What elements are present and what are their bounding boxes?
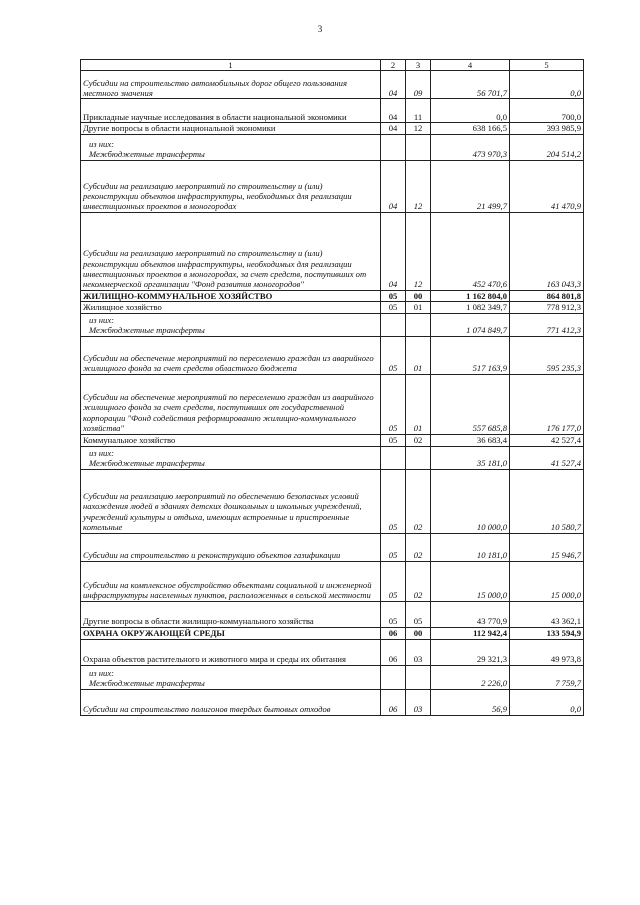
- table-row: [81, 561, 584, 601]
- row-name-cell: Субсидии на реализацию мероприятий по строительству и (или) реконструкции объектов инфраструктуры, необходимых для реализации инвестиционных проектов в моногородах, за счет средств, поступивших от некоммерческой организации "Фонд развития моногородов": [81, 212, 381, 290]
- section-code-cell: [381, 134, 406, 160]
- section-code-cell: [381, 665, 406, 689]
- row-name-cell: ОХРАНА ОКРУЖАЮЩЕЙ СРЕДЫ: [81, 627, 381, 639]
- section-code-cell: 05: [381, 601, 406, 627]
- value-col5-cell: 0,0: [510, 689, 584, 715]
- row-name-cell: Субсидии на комплексное обустройство объектами социальной и инженерной инфраструктуры населенных пунктов, расположенных в сельской местности: [81, 561, 381, 601]
- budget-table: [80, 59, 584, 716]
- subsection-code-cell: 12: [406, 212, 431, 290]
- value-col4-cell: 557 685,8: [431, 374, 510, 434]
- section-code-cell: 05: [381, 561, 406, 601]
- section-code-cell: 04: [381, 123, 406, 134]
- value-col4-cell: 56 701,7: [431, 71, 510, 99]
- value-col5-cell: 771 412,3: [510, 313, 584, 336]
- subsection-code-cell: 00: [406, 290, 431, 301]
- row-name-cell: Коммунальное хозяйство: [81, 434, 381, 446]
- row-name-cell: Другие вопросы в области национальной экономики: [81, 123, 381, 134]
- subsection-code-cell: 02: [406, 561, 431, 601]
- row-name-cell: Субсидии на обеспечение мероприятий по переселению граждан из аварийного жилищного фонда за счет средств областного бюджета: [81, 336, 381, 374]
- subsection-code-cell: 05: [406, 601, 431, 627]
- value-col4-cell: 21 499,7: [431, 160, 510, 212]
- value-col5-cell: 15 000,0: [510, 561, 584, 601]
- header-cell: 5: [510, 60, 584, 71]
- value-col4-cell: 36 683,4: [431, 434, 510, 446]
- value-col5-cell: 0,0: [510, 71, 584, 99]
- table-row: [81, 123, 584, 134]
- value-col4-cell: 10 181,0: [431, 533, 510, 561]
- table-row: [81, 639, 584, 665]
- section-code-cell: 06: [381, 639, 406, 665]
- value-col5-cell: 595 235,3: [510, 336, 584, 374]
- value-col4-cell: 2 226,0: [431, 665, 510, 689]
- table-row: [81, 212, 584, 290]
- section-code-cell: 05: [381, 469, 406, 533]
- value-col5-cell: 7 759,7: [510, 665, 584, 689]
- table-row: [81, 99, 584, 123]
- row-name-cell: Субсидии на реализацию мероприятий по строительству и (или) реконструкции объектов инфраструктуры, необходимых для реализации инвестиционных проектов в моногородах: [81, 160, 381, 212]
- subsection-code-cell: 03: [406, 639, 431, 665]
- value-col4-cell: 517 163,9: [431, 336, 510, 374]
- subsection-code-cell: 02: [406, 434, 431, 446]
- subsection-code-cell: [406, 134, 431, 160]
- header-cell: 3: [406, 60, 431, 71]
- value-col4-cell: 35 181,0: [431, 446, 510, 469]
- subsection-code-cell: 09: [406, 71, 431, 99]
- table-row: [81, 302, 584, 313]
- header-cell: 2: [381, 60, 406, 71]
- value-col5-cell: 41 527,4: [510, 446, 584, 469]
- table-row: [81, 469, 584, 533]
- value-col4-cell: 1 074 849,7: [431, 313, 510, 336]
- value-col4-cell: 452 470,6: [431, 212, 510, 290]
- value-col5-cell: 133 594,9: [510, 627, 584, 639]
- value-col5-cell: 778 912,3: [510, 302, 584, 313]
- table-row: [81, 434, 584, 446]
- row-name-cell: из них: Межбюджетные трансферты: [81, 446, 381, 469]
- table-row: [81, 134, 584, 160]
- value-col4-cell: 473 970,3: [431, 134, 510, 160]
- value-col5-cell: 204 514,2: [510, 134, 584, 160]
- row-name-cell: Прикладные научные исследования в области национальной экономики: [81, 99, 381, 123]
- value-col4-cell: 0,0: [431, 99, 510, 123]
- section-code-cell: [381, 446, 406, 469]
- row-name-cell: Жилищное хозяйство: [81, 302, 381, 313]
- row-name-cell: Другие вопросы в области жилищно-коммунального хозяйства: [81, 601, 381, 627]
- section-code-cell: 05: [381, 302, 406, 313]
- section-code-cell: 04: [381, 160, 406, 212]
- subsection-code-cell: 03: [406, 689, 431, 715]
- value-col5-cell: 176 177,0: [510, 374, 584, 434]
- table-row: [81, 627, 584, 639]
- table-row: [81, 336, 584, 374]
- value-col4-cell: 1 082 349,7: [431, 302, 510, 313]
- section-code-cell: 05: [381, 290, 406, 301]
- value-col5-cell: 10 580,7: [510, 469, 584, 533]
- section-code-cell: 06: [381, 627, 406, 639]
- table-row: [81, 160, 584, 212]
- table-row: [81, 665, 584, 689]
- subsection-code-cell: 00: [406, 627, 431, 639]
- value-col4-cell: 1 162 804,0: [431, 290, 510, 301]
- table-row: [81, 533, 584, 561]
- row-name-cell: из них: Межбюджетные трансферты: [81, 665, 381, 689]
- value-col5-cell: 163 043,3: [510, 212, 584, 290]
- table-row: [81, 290, 584, 301]
- section-code-cell: 04: [381, 71, 406, 99]
- row-name-cell: Субсидии на строительство полигонов твердых бытовых отходов: [81, 689, 381, 715]
- row-name-cell: Субсидии на строительство и реконструкцию объектов газификации: [81, 533, 381, 561]
- row-name-cell: из них: Межбюджетные трансферты: [81, 313, 381, 336]
- section-code-cell: 04: [381, 212, 406, 290]
- value-col5-cell: 42 527,4: [510, 434, 584, 446]
- subsection-code-cell: 02: [406, 469, 431, 533]
- subsection-code-cell: 01: [406, 302, 431, 313]
- value-col5-cell: 43 362,1: [510, 601, 584, 627]
- row-name-cell: Охрана объектов растительного и животного мира и среды их обитания: [81, 639, 381, 665]
- row-name-cell: Субсидии на обеспечение мероприятий по переселению граждан из аварийного жилищного фонда за счет средств, поступивших от государственной корпорации "Фонд содействия реформированию жилищно-коммунального хозяйства": [81, 374, 381, 434]
- section-code-cell: 05: [381, 336, 406, 374]
- value-col4-cell: 112 942,4: [431, 627, 510, 639]
- value-col4-cell: 15 000,0: [431, 561, 510, 601]
- table-row: [81, 446, 584, 469]
- subsection-code-cell: 01: [406, 336, 431, 374]
- value-col4-cell: 29 321,3: [431, 639, 510, 665]
- subsection-code-cell: 11: [406, 99, 431, 123]
- value-col5-cell: 49 973,8: [510, 639, 584, 665]
- row-name-cell: Субсидии на реализацию мероприятий по обеспечению безопасных условий нахождения людей в зданиях детских дошкольных и школьных учреждений, учреждений культуры и отдыха, имеющих встроенные и пристроенные котельные: [81, 469, 381, 533]
- value-col4-cell: 43 770,9: [431, 601, 510, 627]
- value-col4-cell: 56,9: [431, 689, 510, 715]
- subsection-code-cell: 01: [406, 374, 431, 434]
- value-col5-cell: 41 470,9: [510, 160, 584, 212]
- header-cell: 1: [81, 60, 381, 71]
- value-col4-cell: 638 166,5: [431, 123, 510, 134]
- table-header-row: [81, 60, 584, 71]
- value-col5-cell: 393 985,9: [510, 123, 584, 134]
- subsection-code-cell: [406, 313, 431, 336]
- section-code-cell: 05: [381, 374, 406, 434]
- row-name-cell: ЖИЛИЩНО-КОММУНАЛЬНОЕ ХОЗЯЙСТВО: [81, 290, 381, 301]
- row-name-cell: Субсидии на строительство автомобильных дорог общего пользования местного значения: [81, 71, 381, 99]
- section-code-cell: 04: [381, 99, 406, 123]
- header-cell: 4: [431, 60, 510, 71]
- section-code-cell: [381, 313, 406, 336]
- table-row: [81, 374, 584, 434]
- table-row: [81, 313, 584, 336]
- section-code-cell: 05: [381, 533, 406, 561]
- subsection-code-cell: [406, 665, 431, 689]
- table-row: [81, 689, 584, 715]
- value-col5-cell: 864 801,8: [510, 290, 584, 301]
- subsection-code-cell: [406, 446, 431, 469]
- value-col5-cell: 700,0: [510, 99, 584, 123]
- section-code-cell: 05: [381, 434, 406, 446]
- subsection-code-cell: 12: [406, 160, 431, 212]
- value-col5-cell: 15 946,7: [510, 533, 584, 561]
- page-number: 3: [317, 24, 323, 34]
- row-name-cell: из них: Межбюджетные трансферты: [81, 134, 381, 160]
- table-row: [81, 71, 584, 99]
- subsection-code-cell: 12: [406, 123, 431, 134]
- subsection-code-cell: 02: [406, 533, 431, 561]
- section-code-cell: 06: [381, 689, 406, 715]
- table-row: [81, 601, 584, 627]
- value-col4-cell: 10 000,0: [431, 469, 510, 533]
